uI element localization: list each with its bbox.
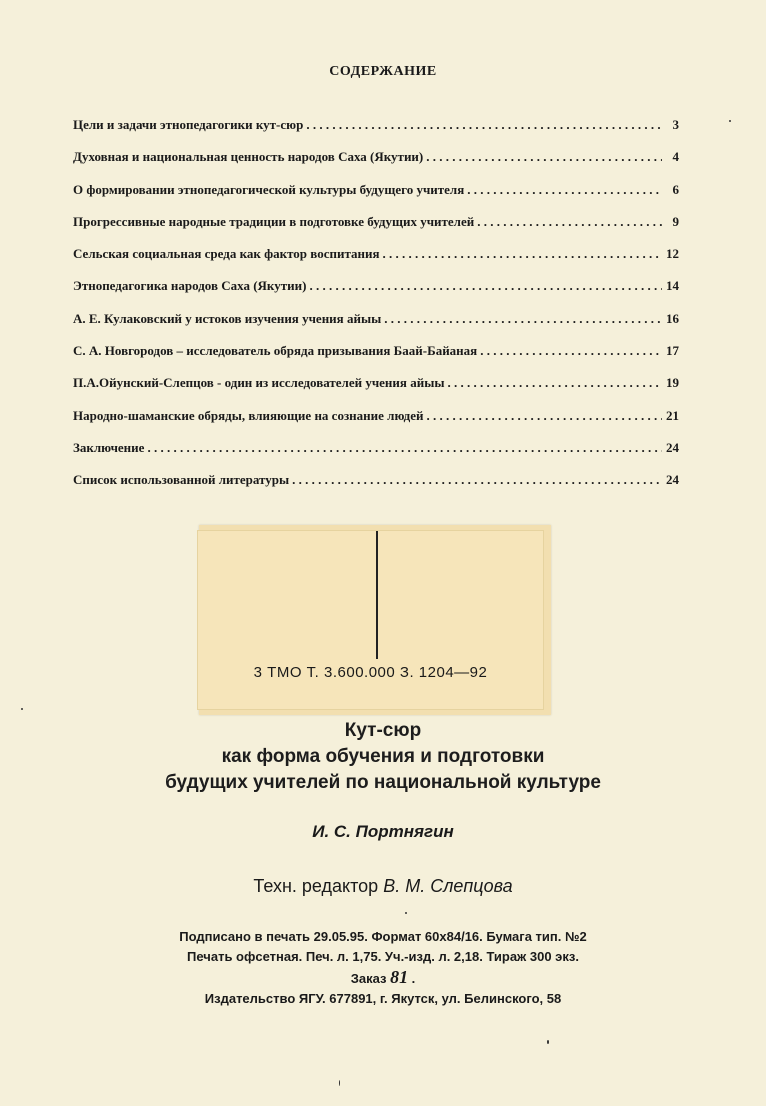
toc-leader-dots: [477, 214, 662, 230]
toc-entry: [73, 408, 679, 440]
publication-line: Подписано в печать 29.05.95. Формат 60x84/16. Бумага тип. №2: [179, 929, 587, 944]
toc-entry-title: С. А. Новгородов – исследователь обряда призывания Баай-Байаная: [73, 343, 478, 359]
paper-speck: [405, 912, 407, 914]
toc-entry: [73, 117, 679, 149]
paper-speck: [339, 1080, 340, 1086]
book-title-line: будущих учителей по национальной культуре: [165, 772, 601, 793]
book-title: [0, 718, 766, 796]
toc-entry: [73, 343, 679, 375]
toc-entry: [73, 375, 679, 407]
toc-entry-title: Этнопедагогика народов Саха (Якутии): [73, 278, 307, 294]
toc-entry-title: Сельская социальная среда как фактор воспитания: [73, 246, 380, 262]
technical-editor: [0, 876, 766, 897]
toc-heading: СОДЕРЖАНИЕ: [329, 64, 437, 79]
toc-entry-title: Духовная и национальная ценность народов Саха (Якутии): [73, 149, 424, 165]
toc-leader-dots: [147, 440, 662, 456]
toc-entry: [73, 440, 679, 472]
toc-entry: [73, 149, 679, 181]
toc-entry-page: 12: [666, 246, 679, 262]
toc-entry-title: А. Е. Кулаковский у истоков изучения учения айыы: [73, 310, 382, 326]
toc-entry-page: 24: [666, 439, 679, 455]
paper-speck: [21, 708, 23, 710]
table-of-contents: [73, 117, 679, 505]
toc-leader-dots: [467, 182, 662, 198]
book-title-line: Кут-сюр: [344, 720, 422, 741]
toc-entry: [73, 182, 679, 214]
paper-speck: [547, 1040, 549, 1044]
toc-entry-page: 14: [666, 278, 679, 294]
paper-speck: [729, 120, 731, 122]
toc-entry-page: 3: [672, 117, 679, 132]
toc-entry-page: 17: [666, 343, 679, 359]
editor-label: Техн. редактор: [253, 876, 379, 896]
toc-leader-dots: [292, 472, 662, 488]
toc-entry-title: Заключение: [73, 439, 145, 455]
library-sticker: [197, 530, 544, 710]
toc-entry-title: П.А.Ойунский-Слепцов - один из исследователей учения айыы: [73, 375, 445, 391]
toc-leader-dots: [480, 343, 662, 359]
order-label: Заказ: [350, 971, 387, 986]
toc-entry: [73, 278, 679, 310]
toc-entry-title: Прогрессивные народные традиции в подготовке будущих учителей: [73, 213, 475, 229]
toc-entry-page: 19: [666, 375, 679, 391]
sticker-print-code: 3 ТМО Т. 3.600.000 З. 1204—92: [253, 664, 488, 681]
toc-leader-dots: [309, 278, 662, 294]
toc-leader-dots: [448, 375, 663, 391]
toc-entry: [73, 214, 679, 246]
imprint-block: [0, 718, 766, 1009]
toc-entry: [73, 472, 679, 504]
toc-leader-dots: [384, 311, 662, 327]
toc-entry-title: Народно-шаманские обряды, влияющие на сознание людей: [73, 407, 424, 423]
publisher-line: Издательство ЯГУ. 677891, г. Якутск, ул. Белинского, 58: [204, 991, 562, 1006]
toc-leader-dots: [427, 408, 663, 424]
toc-entry-title: О формировании этнопедагогической культуры будущего учителя: [73, 181, 465, 197]
toc-entry: [73, 311, 679, 343]
toc-entry-page: 24: [666, 472, 679, 488]
book-author: И. С. Портнягин: [312, 822, 454, 841]
toc-entry-title: Список использованной литературы: [73, 472, 290, 488]
order-line: Заказ 81 .: [350, 967, 416, 987]
order-number-handwritten: 81: [390, 967, 409, 987]
book-title-line: как форма обучения и подготовки: [221, 746, 545, 767]
sticker-divider-line: [376, 531, 378, 659]
toc-entry-page: 4: [672, 149, 679, 165]
toc-entry-page: 16: [666, 310, 679, 326]
toc-leader-dots: [383, 246, 662, 262]
toc-entry-page: 6: [672, 181, 679, 197]
toc-entry-page: 21: [666, 407, 679, 423]
editor-name: В. М. Слепцова: [383, 876, 513, 896]
toc-entry-page: 9: [672, 213, 679, 229]
toc-leader-dots: [426, 149, 662, 165]
toc-leader-dots: [306, 117, 662, 133]
toc-entry-title: Цели и задачи этнопедагогики кут-сюр: [73, 117, 304, 132]
toc-entry: [73, 246, 679, 278]
publication-details: [0, 927, 766, 1009]
publication-line: Печать офсетная. Печ. л. 1,75. Уч.-изд. л. 2,18. Тираж 300 экз.: [187, 949, 579, 964]
